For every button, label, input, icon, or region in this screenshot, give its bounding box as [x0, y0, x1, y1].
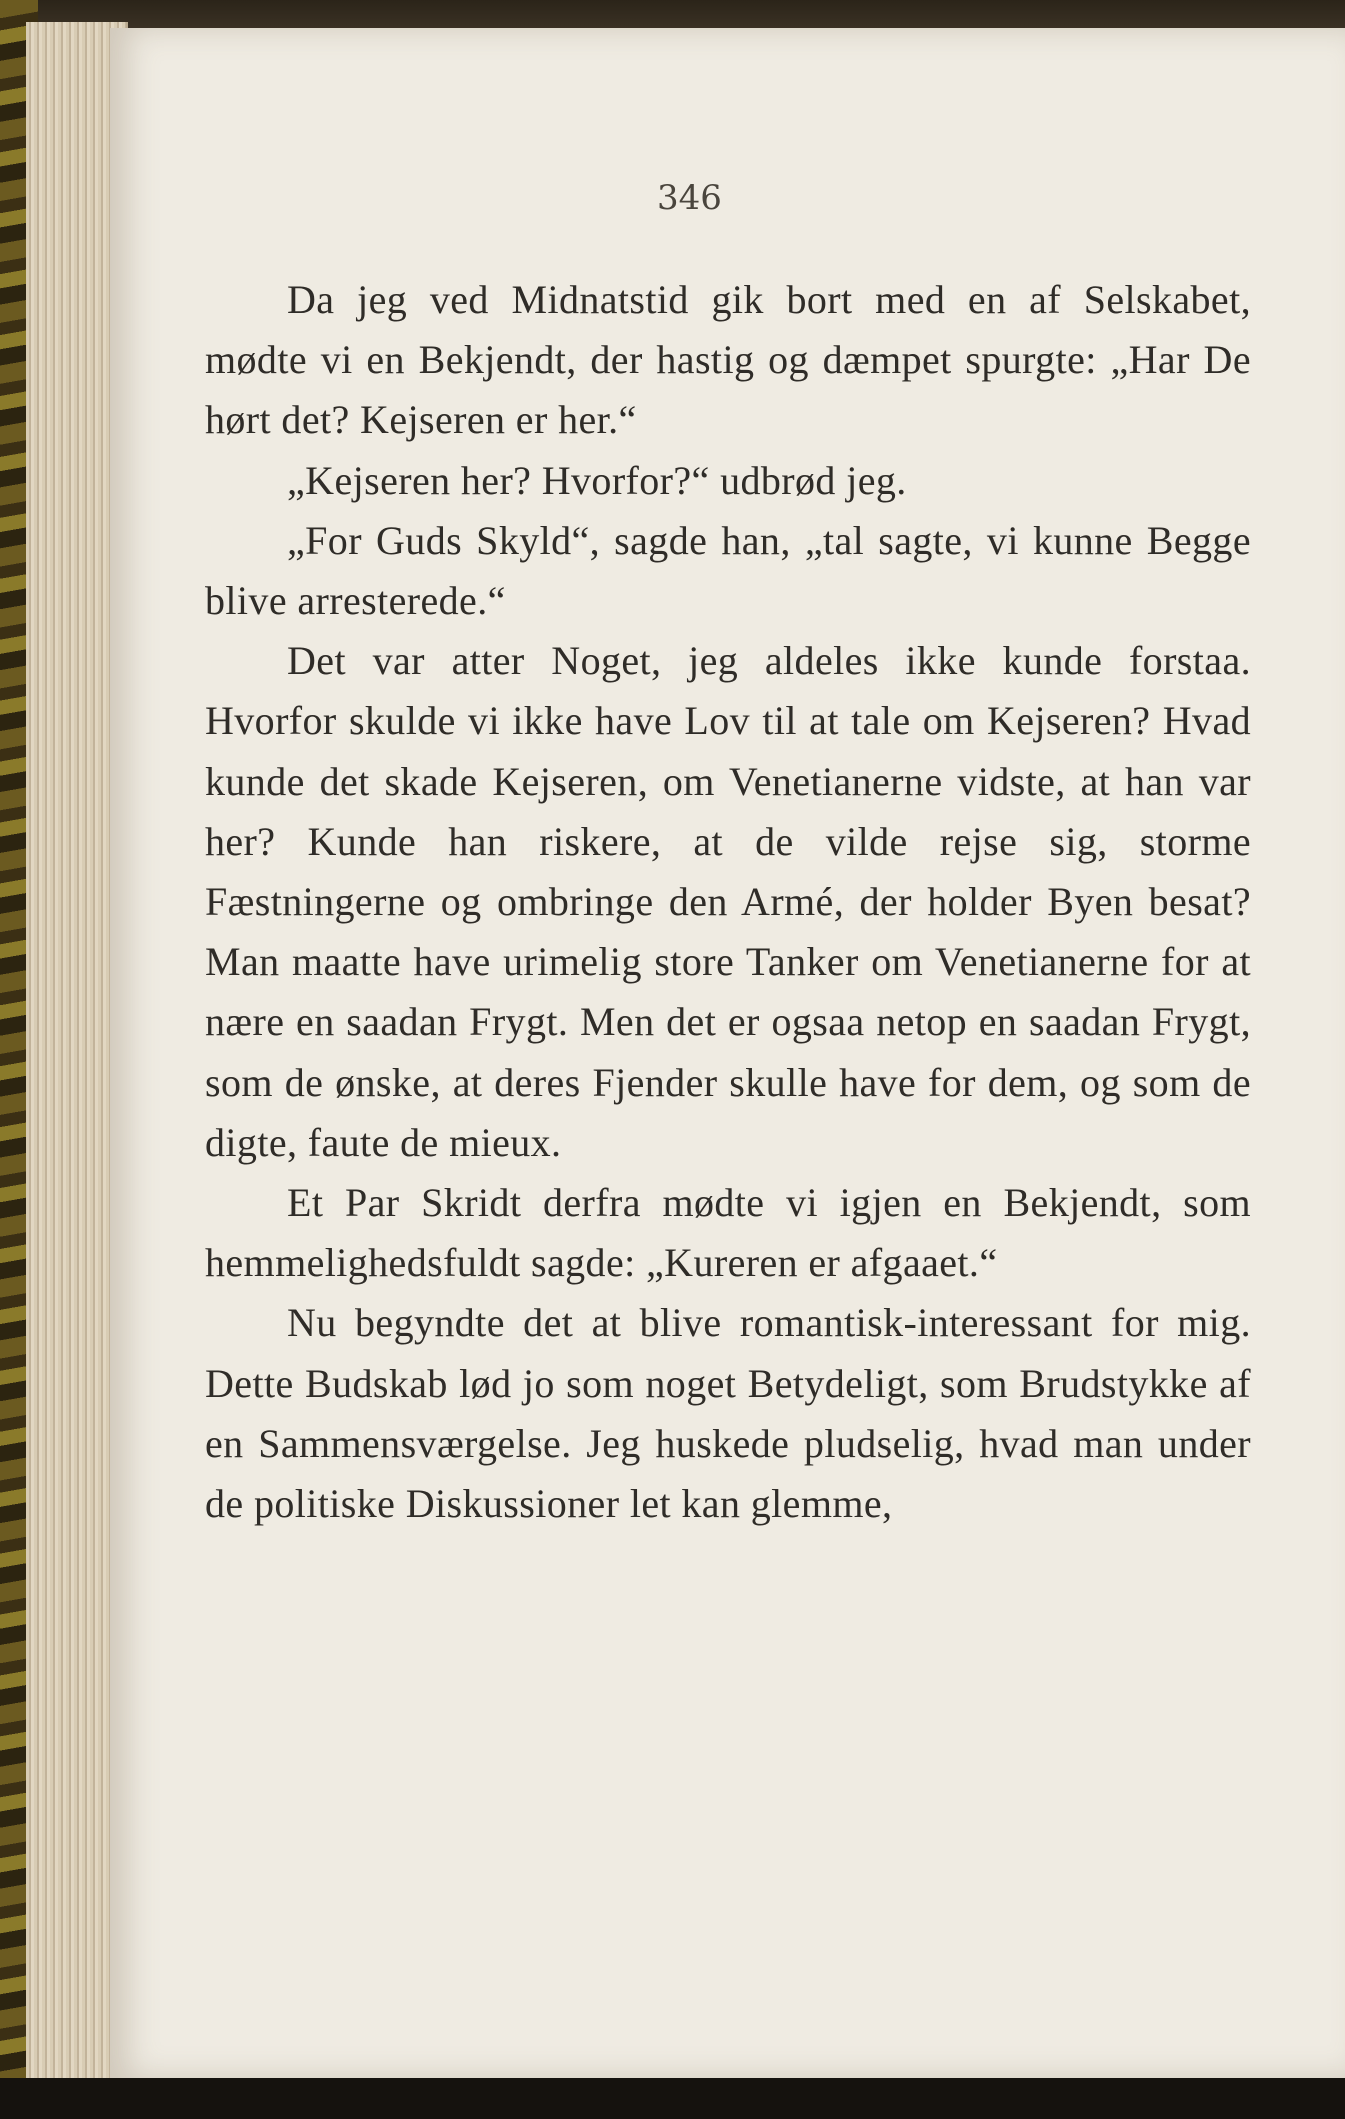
bottom-shadow — [0, 2078, 1345, 2119]
page-number: 346 — [657, 178, 722, 218]
paragraph-1: Da jeg ved Midnatstid gik bort med en af Selskabet, mødte vi en Bekjendt, der hastig og dæmpet spurgte: „Har De hørt det? Kejseren er her.“ — [205, 277, 1251, 443]
paragraph-5: Et Par Skridt derfra mødte vi igjen en Bekjendt, som hemmelighedsfuldt sagde: „Kureren er afgaaet.“ — [205, 1180, 1251, 1286]
body-text — [205, 270, 1251, 1534]
paragraph-2: „Kejseren her? Hvorfor?“ udbrød jeg. — [287, 457, 907, 503]
paragraph-3: „For Guds Skyld“, sagde han, „tal sagte, vi kunne Begge blive arresterede.“ — [205, 517, 1251, 624]
top-shadow — [0, 0, 1345, 28]
paragraph-6: Nu begyndte det at blive romantisk-interessant for mig. Dette Budskab lød jo som noget Betydeligt, som Brudstykke af en Sammensværgelse. Jeg huskede pludselig, hvad man under de politiske Diskussioner let kan glemme, — [205, 1300, 1251, 1527]
paragraph-4: Det var atter Noget, jeg aldeles ikke kunde forstaa. Hvorfor skulde vi ikke have Lov til at tale om Kejseren? Hvad kunde det skade Kejseren, om Venetianerne vidste, at han var her? Kunde han riskere, at de vilde rejse sig, storme Fæstningerne og ombringe den Armé, der holder Byen besat? Man maatte have urimelig store Tanker om Venetianerne for at nære en saadan Frygt. Men det er ogsaa netop en saadan Frygt, som de ønske, at deres Fjender skulle have for dem, og som de digte, faute de mieux. — [205, 638, 1251, 1165]
